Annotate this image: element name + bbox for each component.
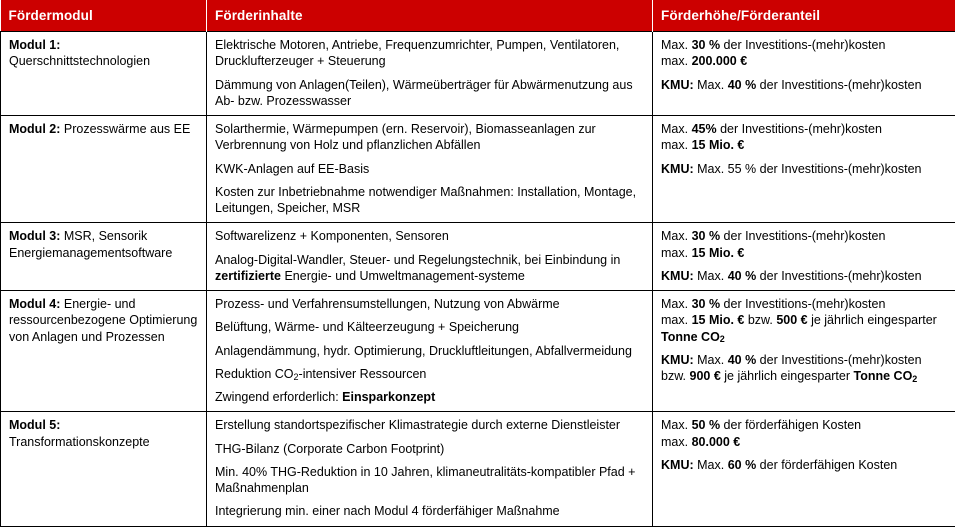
module-title bbox=[9, 37, 199, 70]
content-item: Reduktion $CO_2$-intensiver Ressourcen bbox=[215, 366, 645, 382]
table-row bbox=[1, 116, 955, 223]
table-row bbox=[1, 291, 955, 412]
module-cell bbox=[1, 291, 207, 412]
module-title bbox=[9, 417, 199, 450]
table-header bbox=[1, 0, 955, 32]
table-body bbox=[1, 32, 955, 527]
module-title bbox=[9, 228, 199, 261]
rate-kmu: KMU: Max. 40 % der Investitions-(mehr)kosten bbox=[661, 268, 948, 284]
module-cell bbox=[1, 412, 207, 526]
column-header-module: Fördermodul bbox=[1, 0, 207, 32]
content-cell bbox=[207, 116, 653, 223]
table-row bbox=[1, 223, 955, 291]
content-item: Kosten zur Inbetriebnahme notwendiger Maßnahmen: Installation, Montage, Leitungen, Speicher, MSR bbox=[215, 184, 645, 217]
rate-main: Max. 30 % der Investitions-(mehr)kosten max. 15 Mio. € bzw. 500 € je jährlich eingesparter Tonne $CO_2$ bbox=[661, 296, 948, 345]
rate-kmu: KMU: Max. 40 % der Investitions-(mehr)kosten bzw. 900 € je jährlich eingesparter Tonne $CO_2$ bbox=[661, 352, 948, 385]
module-cell bbox=[1, 32, 207, 116]
content-item: Min. 40% THG-Reduktion in 10 Jahren, klimaneutralitäts-kompatibler Pfad + Maßnahmenplan bbox=[215, 464, 645, 497]
content-item: Dämmung von Anlagen(Teilen), Wärmeüberträger für Abwärmenutzung aus Ab- bzw. Prozesswasser bbox=[215, 77, 645, 110]
module-text: Querschnittstechnologien bbox=[9, 54, 150, 68]
content-item: Integrierung min. einer nach Modul 4 förderfähiger Maßnahme bbox=[215, 503, 645, 519]
kmu-label: KMU: bbox=[661, 78, 694, 92]
module-text: Prozesswärme aus EE bbox=[60, 122, 190, 136]
kmu-label: KMU: bbox=[661, 269, 694, 283]
content-item: KWK-Anlagen auf EE-Basis bbox=[215, 161, 645, 177]
module-label: Modul 4: bbox=[9, 297, 60, 311]
rate-main: Max. 45% der Investitions-(mehr)kosten max. 15 Mio. € bbox=[661, 121, 948, 154]
content-item: THG-Bilanz (Corporate Carbon Footprint) bbox=[215, 441, 645, 457]
rate-main: Max. 30 % der Investitions-(mehr)kosten max. 15 Mio. € bbox=[661, 228, 948, 261]
content-cell bbox=[207, 291, 653, 412]
rate-cell bbox=[653, 291, 955, 412]
kmu-label: KMU: bbox=[661, 458, 694, 472]
content-item: Analog-Digital-Wandler, Steuer- und Regelungstechnik, bei Einbindung in zertifizierte Energie- und Umweltmanagement-systeme bbox=[215, 252, 645, 285]
rate-cell bbox=[653, 32, 955, 116]
rate-cell bbox=[653, 223, 955, 291]
module-text: MSR, Sensorik Energiemanagementsoftware bbox=[9, 229, 172, 259]
table-row bbox=[1, 412, 955, 526]
content-item: Zwingend erforderlich: Einsparkonzept bbox=[215, 389, 645, 405]
module-text: Energie- und ressourcenbezogene Optimierung von Anlagen und Prozessen bbox=[9, 297, 197, 344]
content-item: Elektrische Motoren, Antriebe, Frequenzumrichter, Pumpen, Ventilatoren, Drucklufterzeuger + Steuerung bbox=[215, 37, 645, 70]
module-title bbox=[9, 296, 199, 345]
kmu-label: KMU: bbox=[661, 353, 694, 367]
column-header-rate: Förderhöhe/Förderanteil bbox=[653, 0, 955, 32]
rate-kmu: KMU: Max. 40 % der Investitions-(mehr)kosten bbox=[661, 77, 948, 93]
module-label: Modul 1: bbox=[9, 38, 60, 52]
content-item: Solarthermie, Wärmepumpen (ern. Reservoir), Biomasseanlagen zur Verbrennung von Holz und pflanzlichen Abfällen bbox=[215, 121, 645, 154]
content-item: Softwarelizenz + Komponenten, Sensoren bbox=[215, 228, 645, 244]
rate-main: Max. 50 % der förderfähigen Kosten max. 80.000 € bbox=[661, 417, 948, 450]
module-text: Transformationskonzepte bbox=[9, 435, 150, 449]
content-cell bbox=[207, 223, 653, 291]
content-item: Belüftung, Wärme- und Kälteerzeugung + Speicherung bbox=[215, 319, 645, 335]
rate-kmu: KMU: Max. 60 % der förderfähigen Kosten bbox=[661, 457, 948, 473]
content-cell bbox=[207, 32, 653, 116]
module-label: Modul 5: bbox=[9, 418, 60, 432]
rate-kmu: KMU: Max. 55 % der Investitions-(mehr)kosten bbox=[661, 161, 948, 177]
rate-cell bbox=[653, 412, 955, 526]
module-title bbox=[9, 121, 199, 137]
module-cell bbox=[1, 223, 207, 291]
rate-cell bbox=[653, 116, 955, 223]
content-cell bbox=[207, 412, 653, 526]
content-item: Prozess- und Verfahrensumstellungen, Nutzung von Abwärme bbox=[215, 296, 645, 312]
column-header-content: Förderinhalte bbox=[207, 0, 653, 32]
table-row bbox=[1, 32, 955, 116]
header-row bbox=[1, 0, 955, 32]
rate-main: Max. 30 % der Investitions-(mehr)kosten max. 200.000 € bbox=[661, 37, 948, 70]
module-cell bbox=[1, 116, 207, 223]
module-label: Modul 2: bbox=[9, 122, 60, 136]
content-item: Anlagendämmung, hydr. Optimierung, Druckluftleitungen, Abfallvermeidung bbox=[215, 343, 645, 359]
content-item: Erstellung standortspezifischer Klimastrategie durch externe Dienstleister bbox=[215, 417, 645, 433]
module-label: Modul 3: bbox=[9, 229, 60, 243]
kmu-label: KMU: bbox=[661, 162, 694, 176]
